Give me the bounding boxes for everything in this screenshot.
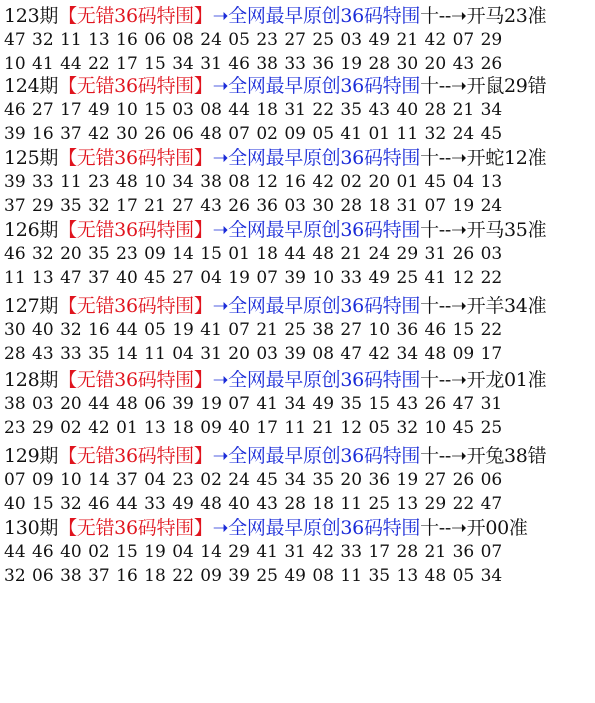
result-label: 十--➝开马23准 xyxy=(420,5,547,27)
numbers-row-1: 39 33 11 23 48 10 34 38 08 12 16 42 02 20 01 45 04 13 xyxy=(4,172,503,192)
period-title xyxy=(4,4,594,28)
result-label: 十--➝开00准 xyxy=(420,517,528,539)
period-block xyxy=(4,74,594,146)
result-label: 十--➝开马35准 xyxy=(420,219,547,241)
period-block xyxy=(4,218,594,290)
numbers-row-1: 44 46 40 02 15 19 04 14 29 41 31 42 33 17 28 21 36 07 xyxy=(4,542,503,562)
result-label: 十--➝开鼠29错 xyxy=(420,75,547,97)
promo-label: ➝全网最早原创36码特围 xyxy=(212,75,421,97)
period-label: 126期 xyxy=(4,219,59,241)
promo-label: ➝全网最早原创36码特围 xyxy=(212,445,421,467)
numbers-row-1: 46 32 20 35 23 09 14 15 01 18 44 48 21 24 29 31 26 03 xyxy=(4,244,503,264)
promo-label: ➝全网最早原创36码特围 xyxy=(212,369,421,391)
numbers-row-2: 23 29 02 42 01 13 18 09 40 17 11 21 12 05 32 10 45 25 xyxy=(4,418,503,438)
period-title xyxy=(4,516,594,540)
numbers-row-2: 39 16 37 42 30 26 06 48 07 02 09 05 41 01 11 32 24 45 xyxy=(4,124,503,144)
bracket-label: 【无错36码特围】 xyxy=(58,147,213,169)
period-label: 123期 xyxy=(4,5,59,27)
period-title xyxy=(4,294,594,318)
numbers-row-2: 32 06 38 37 16 18 22 09 39 25 49 08 11 35 13 48 05 34 xyxy=(4,566,503,586)
result-label: 十--➝开蛇12准 xyxy=(420,147,547,169)
bracket-label: 【无错36码特围】 xyxy=(58,445,213,467)
bracket-label: 【无错36码特围】 xyxy=(58,369,213,391)
promo-label: ➝全网最早原创36码特围 xyxy=(212,517,421,539)
numbers-row-1: 30 40 32 16 44 05 19 41 07 21 25 38 27 10 36 46 15 22 xyxy=(4,320,503,340)
period-title xyxy=(4,218,594,242)
numbers-row-1: 38 03 20 44 48 06 39 19 07 41 34 49 35 15 43 26 47 31 xyxy=(4,394,503,414)
bracket-label: 【无错36码特围】 xyxy=(58,219,213,241)
period-label: 129期 xyxy=(4,445,59,467)
result-label: 十--➝开兔38错 xyxy=(420,445,547,467)
bracket-label: 【无错36码特围】 xyxy=(58,75,213,97)
period-block xyxy=(4,516,594,588)
numbers-row-1: 46 27 17 49 10 15 03 08 44 18 31 22 35 43 40 28 21 34 xyxy=(4,100,503,120)
period-label: 127期 xyxy=(4,295,59,317)
numbers-row-1: 07 09 10 14 37 04 23 02 24 45 34 35 20 36 19 27 26 06 xyxy=(4,470,503,490)
period-label: 124期 xyxy=(4,75,59,97)
period-title xyxy=(4,444,594,468)
period-block xyxy=(4,368,594,440)
bracket-label: 【无错36码特围】 xyxy=(58,295,213,317)
period-block xyxy=(4,4,594,76)
period-label: 125期 xyxy=(4,147,59,169)
period-label: 130期 xyxy=(4,517,59,539)
numbers-row-2: 40 15 32 46 44 33 49 48 40 43 28 18 11 25 13 29 22 47 xyxy=(4,494,503,514)
result-label: 十--➝开龙01准 xyxy=(420,369,547,391)
period-block xyxy=(4,146,594,218)
period-title xyxy=(4,368,594,392)
numbers-row-2: 28 43 33 35 14 11 04 31 20 03 39 08 47 42 34 48 09 17 xyxy=(4,344,503,364)
promo-label: ➝全网最早原创36码特围 xyxy=(212,147,421,169)
numbers-row-1: 47 32 11 13 16 06 08 24 05 23 27 25 03 49 21 42 07 29 xyxy=(4,30,503,50)
bracket-label: 【无错36码特围】 xyxy=(58,517,213,539)
promo-label: ➝全网最早原创36码特围 xyxy=(212,219,421,241)
numbers-row-2: 11 13 47 37 40 45 27 04 19 07 39 10 33 49 25 41 12 22 xyxy=(4,268,503,288)
result-label: 十--➝开羊34准 xyxy=(420,295,547,317)
period-label: 128期 xyxy=(4,369,59,391)
numbers-row-2: 37 29 35 32 17 21 27 43 26 36 03 30 28 18 31 07 19 24 xyxy=(4,196,503,216)
period-block xyxy=(4,444,594,516)
promo-label: ➝全网最早原创36码特围 xyxy=(212,295,421,317)
period-title xyxy=(4,146,594,170)
bracket-label: 【无错36码特围】 xyxy=(58,5,213,27)
numbers-row-2: 10 41 44 22 17 15 34 31 46 38 33 36 19 28 30 20 43 26 xyxy=(4,54,503,74)
period-block xyxy=(4,294,594,366)
promo-label: ➝全网最早原创36码特围 xyxy=(212,5,421,27)
period-title xyxy=(4,74,594,98)
